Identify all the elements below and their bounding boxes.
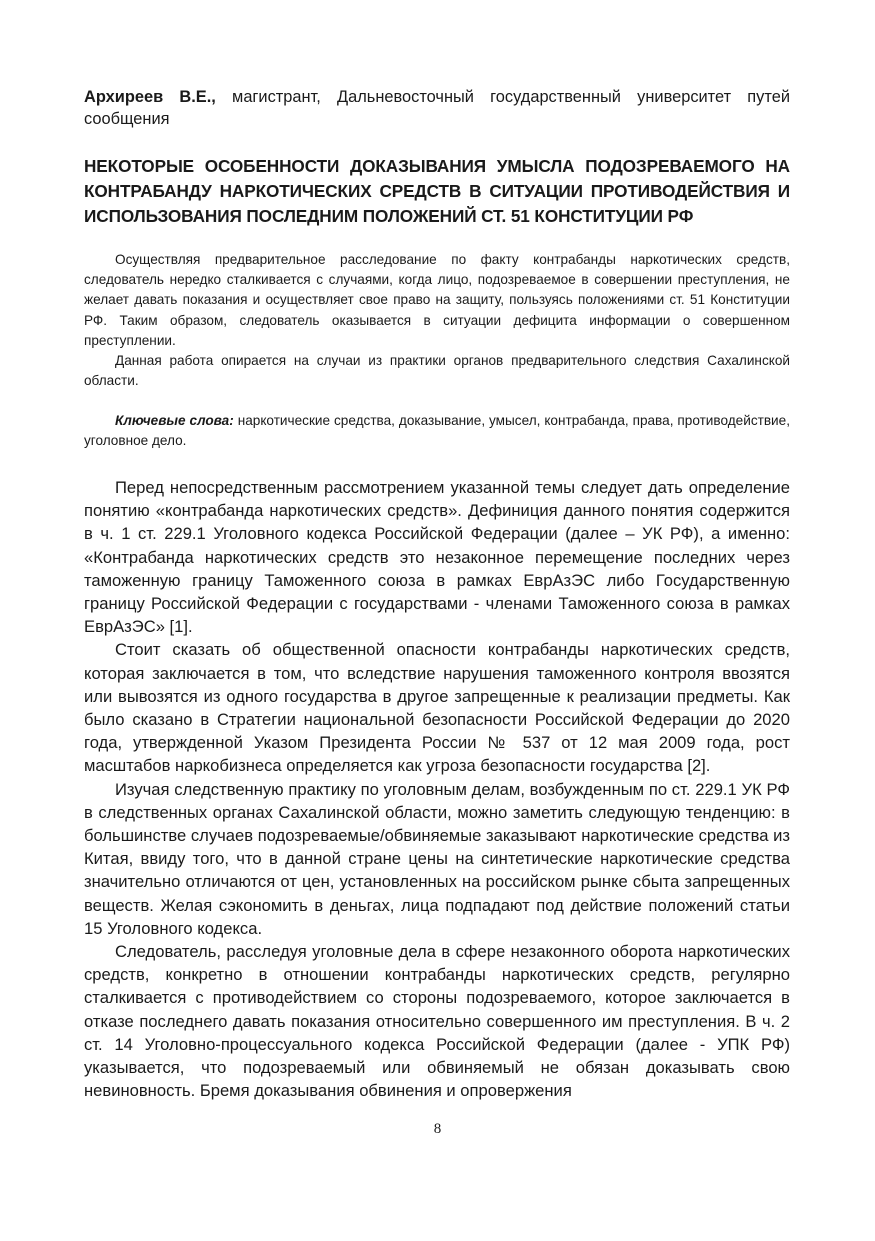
keywords-text: наркотические средства, доказывание, умысел, контрабанда, права, противодействие, уголовное дело. [84,413,790,449]
keywords-label: Ключевые слова: [115,413,234,428]
author-name: Архиреев В.Е., [84,88,216,106]
abstract [84,250,790,391]
abstract-paragraph: Данная работа опирается на случаи из практики органов предварительного следствия Сахалинской области. [84,353,790,389]
body-text [84,476,790,1102]
author-affiliation: магистрант, Дальневосточный государственный университет путей сообщения [84,88,790,128]
body-paragraph: Следователь, расследуя уголовные дела в сфере незаконного оборота наркотических средств, конкретно в отношении контрабанды наркотических средств, регулярно сталкивается с противодействием со стороны подозреваемого, которое заключается в отказе последнего давать показания относительно совершенного им преступления. В ч. 2 ст. 14 Уголовно-процессуального кодекса Российской Федерации (далее - УПК РФ) указывается, что подозреваемый или обвиняемый не обязан доказывать свою невиновность. Бремя доказывания обвинения и опровержения [84,942,790,1101]
author-line [84,86,790,130]
body-paragraph: Стоит сказать об общественной опасности контрабанды наркотических средств, которая заключается в том, что вследствие нарушения таможенного контроля ввозятся или вывозятся из одного государства в другое запрещенные к реализации предметы. Как было сказано в Стратегии национальной безопасности Российской Федерации до 2020 года, утвержденной Указом Президента России № 537 от 12 мая 2009 года, рост масштабов наркобизнеса определяется как угроза безопасности государства [2]. [84,640,790,776]
body-paragraph: Перед непосредственным рассмотрением указанной темы следует дать определение понятию «контрабанда наркотических средств». Дефиниция данного понятия содержится в ч. 1 ст. 229.1 Уголовного кодекса Российской Федерации (далее – УК РФ), а именно: «Контрабанда наркотических средств это незаконное перемещение последних через таможенную границу Таможенного союза в рамках ЕврАзЭС либо Государственную границу Российской Федерации с государствами - членами Таможенного союза в рамках ЕврАзЭС» [1]. [84,478,790,637]
abstract-paragraph: Осуществляя предварительное расследование по факту контрабанды наркотических средств, следователь нередко сталкивается с случаями, когда лицо, подозреваемое в совершении преступления, не желает давать показания и осуществляет свое право на защиту, пользуясь положениями ст. 51 Конституции РФ. Таким образом, следователь оказывается в ситуации дефицита информации о совершенном преступлении. [84,252,790,348]
body-paragraph: Изучая следственную практику по уголовным делам, возбужденным по ст. 229.1 УК РФ в следственных органах Сахалинской области, можно заметить следующую тенденцию: в большинстве случаев подозреваемые/обвиняемые заказывают наркотические средства из Китая, ввиду того, что в данной стране цены на синтетические наркотические средства значительно отличаются от цен, установленных на российском рынке сбыта запрещенных веществ. Желая сэкономить в деньгах, лица подпадают под действие положений статьи 15 Уголовного кодекса. [84,779,790,938]
page-number: 8 [433,1121,442,1137]
keywords [84,411,790,451]
article-title: НЕКОТОРЫЕ ОСОБЕННОСТИ ДОКАЗЫВАНИЯ УМЫСЛА ПОДОЗРЕВАЕМОГО НА КОНТРАБАНДУ НАРКОТИЧЕСКИХ СРЕДСТВ В СИТУАЦИИ ПРОТИВОДЕЙСТВИЯ И ИСПОЛЬЗОВАНИЯ ПОСЛЕДНИМ ПОЛОЖЕНИЙ СТ. 51 КОНСТИТУЦИИ РФ [84,156,790,226]
